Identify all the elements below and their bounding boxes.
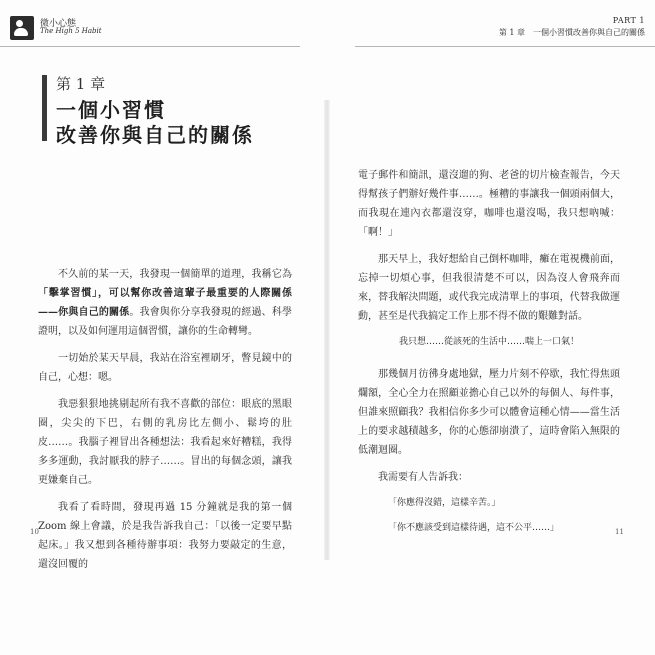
paragraph: 我需要有人告訴我：	[378, 472, 468, 483]
quote-line: 「你不應該受到這樣待遇，這不公平……」	[388, 523, 560, 533]
paragraph: 我惡狠狠地挑剔起所有我不喜歡的部位：眼底的黑眼圈，尖尖的下巴，右側的乳房比左側小、鬆垮的肚皮……。我腦子裡冒出各種想法：我看起來好糟糕，我得多多運動，我討厭我的脖子……。冒出的每個念頭，讓我更嫌棄自己。	[38, 399, 292, 486]
chapter-title-line2: 改善你與自己的關係	[56, 123, 254, 147]
book-title: 微小心態	[40, 19, 77, 29]
part-label: PART 1	[612, 16, 645, 25]
running-header-right	[345, 16, 645, 40]
book-subtitle: The High 5 Habit	[40, 27, 102, 35]
page-number-right: 11	[615, 528, 624, 536]
paragraph: 一切始於某天早晨，我站在浴室裡刷牙，瞥見鏡中的自己，心想：嗯。	[38, 353, 292, 383]
paragraph: 我看了看時間，發現再過 15 分鐘就是我的第一個 Zoom 線上會議，於是我告訴我自己：「以後一定要早點起床。」我又想到各種待辦事項：我努力要敲定的生意，還沒回覆的	[38, 502, 292, 570]
chapter-bar	[42, 75, 47, 141]
page-number-left: 10	[30, 528, 39, 536]
quote-line: 「你應得沒錯，這樣辛苦。」	[388, 498, 501, 508]
left-page-body	[38, 265, 292, 582]
paragraph: 電子郵件和簡訊，還沒遛的狗、老爸的切片檢查報告，今天得幫孩子們辦好幾件事……。極糟的事讓我一個頭兩個大，而我現在連內衣都還沒穿，咖啡也還沒喝，我只想吶喊：「啊！」	[358, 170, 620, 238]
bold-phrase: 「擊掌習慣」	[38, 288, 98, 299]
author-silhouette-icon	[10, 16, 34, 40]
chapter-number: 第 1 章	[56, 75, 106, 93]
chapter-title-line1: 一個小習慣	[56, 98, 166, 122]
paragraph: 那幾個月彷彿身處地獄，壓力片刻不停歇，我忙得焦頭爛額，全心全力在照顧並擔心自己以外的每個人、每件事，但誰來照顧我？我相信你多少可以體會這種心情——當生活上的要求越積越多，你的心態卻崩潰了，這時會陷入無限的低潮迴圈。	[358, 369, 620, 456]
book-gutter	[324, 100, 330, 560]
chapter-running-title: 第 1 章 一個小習慣改善你與自己的關係	[498, 28, 645, 37]
bold-phrase: 你與自己的關係	[58, 307, 130, 318]
paragraph: 不久前的某一天，我發現一個簡單的道理，我稱它為「擊掌習慣」，可以幫你改善這輩子最重要的人際關係——你與自己的關係。我會與你分享我發現的經過、科學證明，以及如何運用這個習慣，讓你的生命轉彎。	[38, 269, 293, 337]
header-rule-right	[355, 46, 655, 47]
paragraph: 那天早上，我好想給自己倒杯咖啡，癱在電視機前面，忘掉一切煩心事，但我很清楚不可以，因為沒人會飛奔而來，替我解決問題，或代我完成清單上的事項，代替我做運動，甚至是代我搞定工作上那不得不做的艱難對話。	[358, 254, 620, 322]
pull-quote: 我只想……從該死的生活中……喘上一口氣！	[398, 337, 579, 347]
header-rule-left	[0, 46, 300, 47]
right-page-body	[358, 166, 620, 545]
